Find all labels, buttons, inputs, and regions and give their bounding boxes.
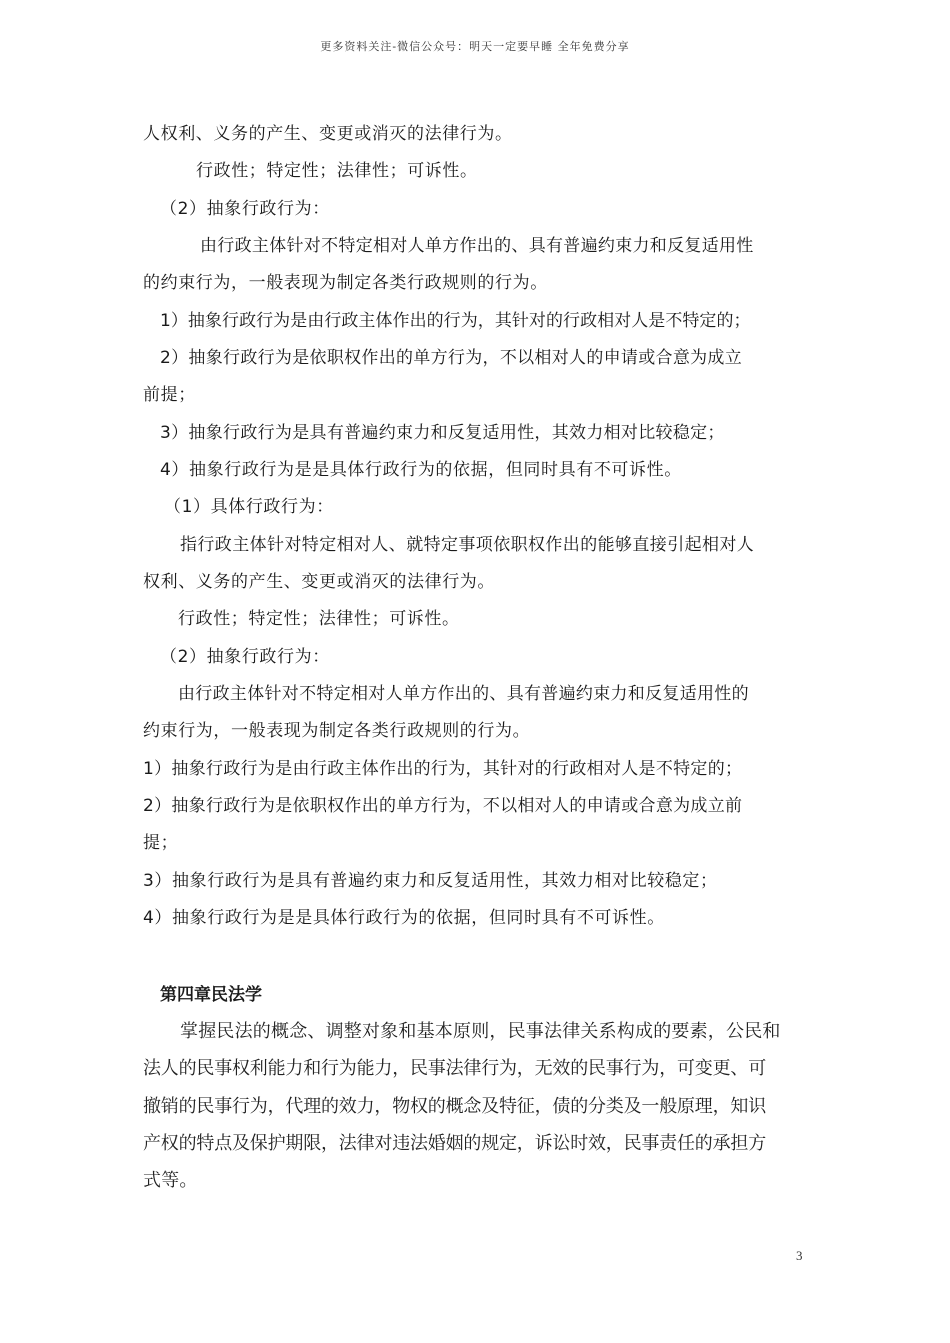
body-line: 的约束行为，一般表现为制定各类行政规则的行为。 [143,273,548,293]
body-line: 行政性；特定性；法律性；可诉性。 [178,609,460,629]
body-line: 4）抽象行政行为是是具体行政行为的依据，但同时具有不可诉性。 [160,460,682,480]
chapter-line: 掌握民法的概念、调整对象和基本原则，民事法律关系构成的要素，公民和 [180,1021,781,1042]
body-line: 2）抽象行政行为是依职权作出的单方行为，不以相对人的申请或合意为成立 [160,348,743,368]
chapter-line: 式等。 [143,1170,198,1191]
body-line: 提； [143,833,179,853]
body-line: 由行政主体针对不特定相对人单方作出的、具有普遍约束力和反复适用性 [200,236,754,256]
body-line: 1）抽象行政行为是由行政主体作出的行为，其针对的行政相对人是不特定的； [143,759,743,779]
body-line: 2）抽象行政行为是依职权作出的单方行为，不以相对人的申请或合意为成立前 [143,796,743,816]
body-line: 3）抽象行政行为是具有普遍约束力和反复适用性，其效力相对比较稳定； [143,871,718,891]
body-line: 权利、义务的产生、变更或消灭的法律行为。 [143,572,495,592]
body-line: （2）抽象行政行为： [160,647,330,667]
body-line: 行政性；特定性；法律性；可诉性。 [196,161,478,181]
body-line: 前提； [143,385,196,405]
body-line: 1）抽象行政行为是由行政主体作出的行为，其针对的行政相对人是不特定的； [160,311,751,331]
body-line: （2）抽象行政行为： [160,199,330,219]
body-line: 指行政主体针对特定相对人、就特定事项依职权作出的能够直接引起相对人 [180,535,755,555]
page-header: 更多资料关注-微信公众号：明天一定要早睡 全年免费分享 [320,40,630,53]
body-line: 人权利、义务的产生、变更或消灭的法律行为。 [143,124,513,144]
body-line: 约束行为，一般表现为制定各类行政规则的行为。 [143,721,531,741]
body-line: 4）抽象行政行为是是具体行政行为的依据，但同时具有不可诉性。 [143,908,665,928]
chapter-line: 法人的民事权利能力和行为能力，民事法律行为，无效的民事行为，可变更、可 [143,1058,766,1079]
body-line: 3）抽象行政行为是具有普遍约束力和反复适用性，其效力相对比较稳定； [160,423,725,443]
chapter-title: 第四章民法学 [160,985,262,1005]
body-line: （1）具体行政行为： [164,497,334,517]
page-number: 3 [796,1248,803,1263]
body-line: 由行政主体针对不特定相对人单方作出的、具有普遍约束力和反复适用性的 [178,684,749,704]
chapter-line: 撤销的民事行为，代理的效力，物权的概念及特征，债的分类及一般原理，知识 [143,1096,766,1117]
chapter-line: 产权的特点及保护期限，法律对违法婚姻的规定，诉讼时效，民事责任的承担方 [143,1133,766,1154]
